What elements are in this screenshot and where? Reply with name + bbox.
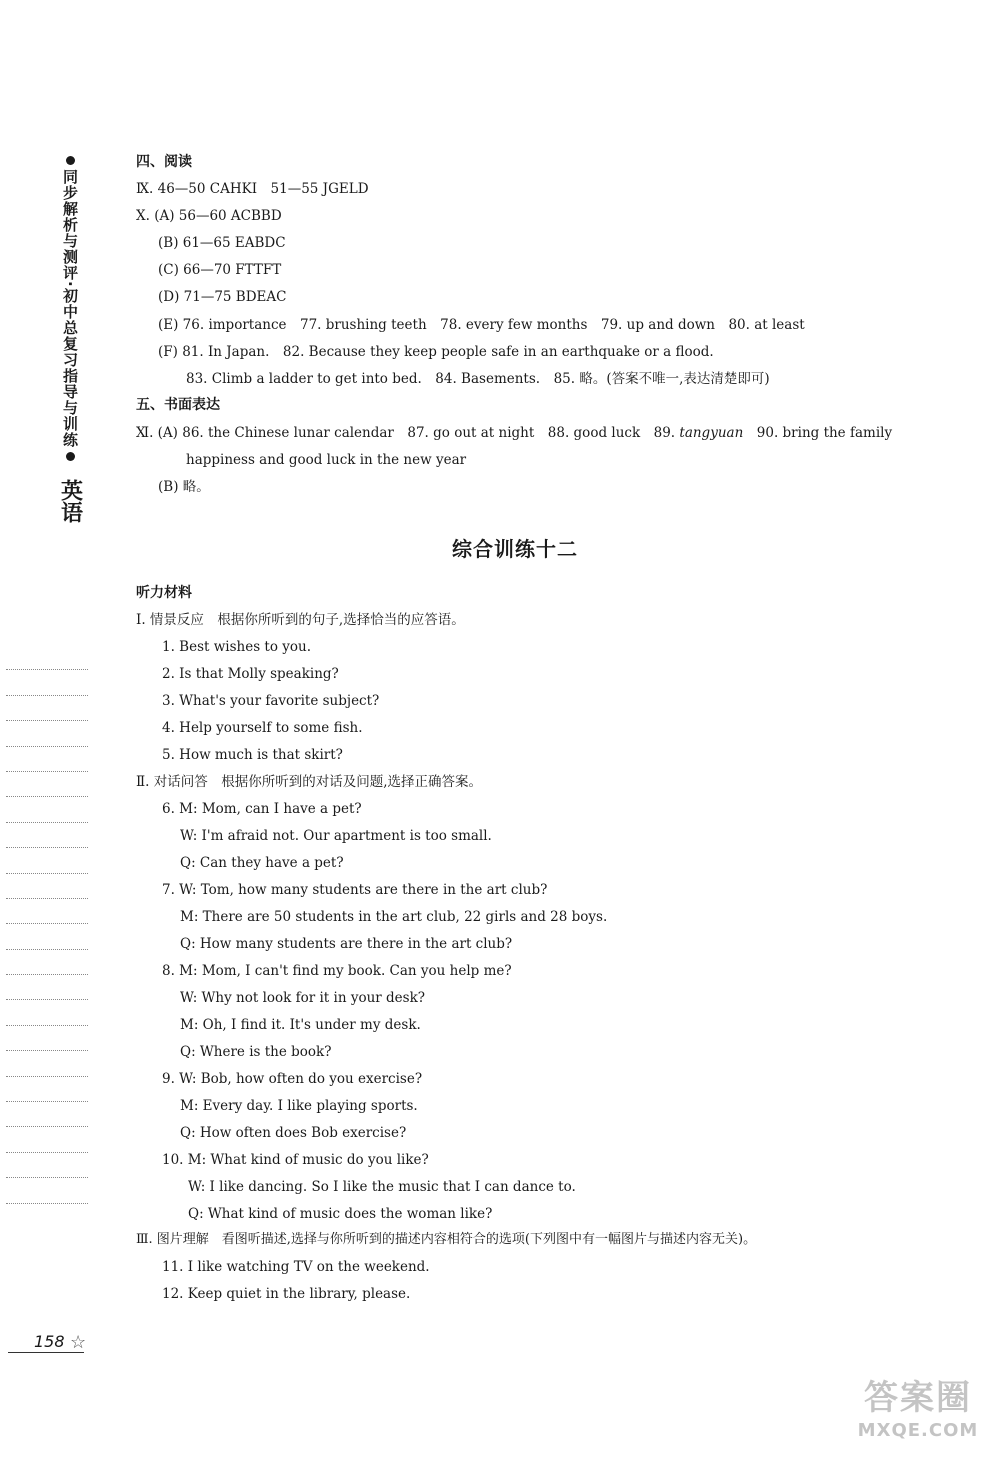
dialogue-line: Q: What kind of music does the woman like? xyxy=(188,1206,493,1222)
writing-heading: 五、书面表达 xyxy=(136,397,220,413)
answer-italic: tangyuan xyxy=(679,425,744,441)
book-title: 同步解析与测评·初中总复习指导与训练 xyxy=(61,169,79,448)
dialogue-line: Q: How often does Bob exercise? xyxy=(180,1125,407,1141)
part-title: Ⅱ. 对话问答 根据你所听到的对话及问题,选择正确答案。 xyxy=(136,774,483,790)
dialogue-line: 9. W: Bob, how often do you exercise? xyxy=(162,1071,423,1087)
side-tab xyxy=(58,152,82,523)
page-number: 158 xyxy=(34,1332,65,1351)
answer-line: (B) 略。 xyxy=(158,479,210,495)
watermark-logo: 答案圈 xyxy=(864,1378,972,1418)
answer-line: (E) 76. importance 77. brushing teeth 78. every few months 79. up and down 80. at least xyxy=(158,317,805,333)
answer-line: Ⅸ. 46—50 CAHKI 51—55 JGELD xyxy=(136,181,369,197)
dialogue-line: M: There are 50 students in the art club, 22 girls and 28 boys. xyxy=(180,909,608,925)
list-item: 5. How much is that skirt? xyxy=(162,747,343,763)
dialogue-line: W: I like dancing. So I like the music that I can dance to. xyxy=(188,1179,576,1195)
dialogue-line: M: Every day. I like playing sports. xyxy=(180,1098,418,1114)
list-item: 11. I like watching TV on the weekend. xyxy=(162,1259,430,1275)
part-title: Ⅲ. 图片理解 看图听描述,选择与你所听到的描述内容相符合的选项(下列图中有一幅图片与描述内容无关)。 xyxy=(136,1232,757,1247)
dialogue-line: 10. M: What kind of music do you like? xyxy=(162,1152,429,1168)
dialogue-line: Q: Can they have a pet? xyxy=(180,855,344,871)
reading-heading: 四、阅读 xyxy=(136,154,192,170)
answer-line: (C) 66—70 FTTFT xyxy=(158,262,282,278)
dialogue-line: Q: Where is the book? xyxy=(180,1044,332,1060)
answer-line: (D) 71—75 BDEAC xyxy=(158,289,287,305)
listening-heading: 听力材料 xyxy=(136,585,192,601)
dialogue-line: W: I'm afraid not. Our apartment is too small. xyxy=(180,828,492,844)
footer-rule xyxy=(8,1352,84,1353)
list-item: 4. Help yourself to some fish. xyxy=(162,720,363,736)
list-item: 2. Is that Molly speaking? xyxy=(162,666,339,682)
answer-line xyxy=(136,424,892,442)
answer-line: happiness and good luck in the new year xyxy=(186,452,467,468)
dialogue-line: Q: How many students are there in the art club? xyxy=(180,936,513,952)
dialogue-line: 7. W: Tom, how many students are there in the art club? xyxy=(162,882,548,898)
dialogue-line: 8. M: Mom, I can't find my book. Can you help me? xyxy=(162,963,512,979)
dialogue-line: W: Why not look for it in your desk? xyxy=(180,990,425,1006)
dialogue-line: 6. M: Mom, can I have a pet? xyxy=(162,801,362,817)
answer-line: Ⅹ. (A) 56—60 ACBBD xyxy=(136,208,282,224)
answer-line: (F) 81. In Japan. 82. Because they keep people safe in an earthquake or a flood. xyxy=(158,344,714,360)
bullet-icon xyxy=(66,452,75,461)
dialogue-line: M: Oh, I find it. It's under my desk. xyxy=(180,1017,421,1033)
watermark xyxy=(838,1376,998,1441)
list-item: 1. Best wishes to you. xyxy=(162,639,312,655)
list-item: 12. Keep quiet in the library, please. xyxy=(162,1286,411,1302)
note-lines xyxy=(6,645,88,1204)
star-icon: ☆ xyxy=(70,1332,87,1353)
watermark-url: MXQE.COM xyxy=(857,1420,979,1441)
answer-line: 83. Climb a ladder to get into bed. 84. Basements. 85. 略。(答案不唯一,表达清楚即可) xyxy=(186,371,770,387)
section-title: 综合训练十二 xyxy=(452,537,578,561)
part-title: Ⅰ. 情景反应 根据你所听到的句子,选择恰当的应答语。 xyxy=(136,612,465,628)
bullet-icon xyxy=(66,156,75,165)
answer-text: Ⅺ. (A) 86. the Chinese lunar calendar 87. go out at night 88. good luck 89. xyxy=(136,425,680,441)
answer-text: 90. bring the family xyxy=(743,425,893,441)
subject-label: 英语 xyxy=(57,478,83,523)
answer-line: (B) 61—65 EABDC xyxy=(158,235,286,251)
list-item: 3. What's your favorite subject? xyxy=(162,693,380,709)
